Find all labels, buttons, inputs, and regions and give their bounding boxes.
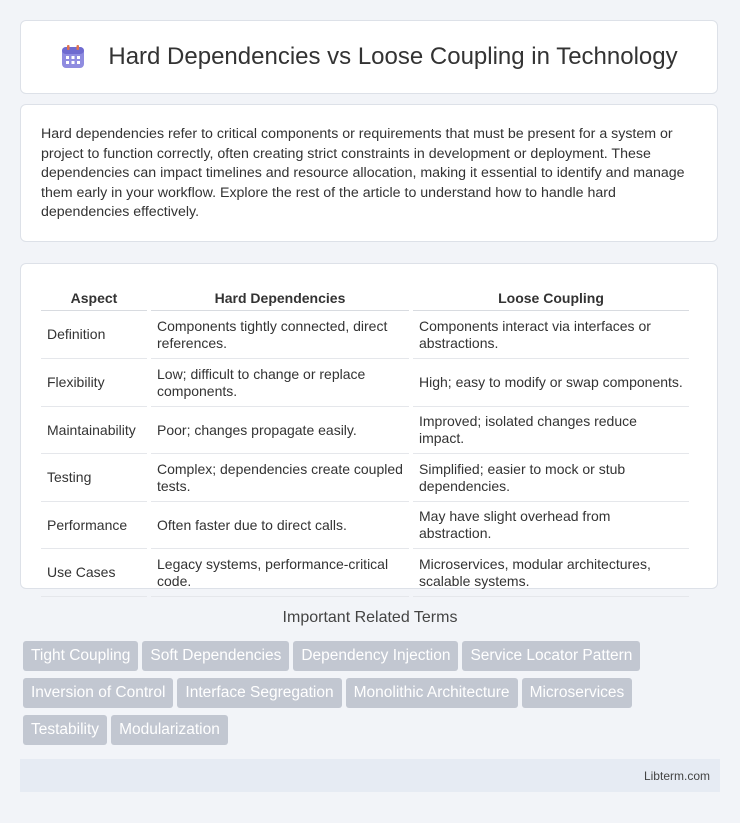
cell-aspect: Maintainability	[41, 407, 147, 454]
cell-hard: Often faster due to direct calls.	[151, 502, 409, 549]
table-row	[41, 311, 689, 359]
header-loose-coupling: Loose Coupling	[413, 284, 689, 311]
cell-aspect: Use Cases	[41, 549, 147, 597]
cell-loose: Components interact via interfaces or abstractions.	[413, 311, 689, 359]
related-term-tag[interactable]: Inversion of Control	[23, 678, 173, 708]
cell-aspect: Flexibility	[41, 359, 147, 407]
table-header-row	[41, 284, 689, 311]
related-term-tag[interactable]: Microservices	[522, 678, 633, 708]
footer	[20, 759, 720, 792]
related-term-tag[interactable]: Testability	[23, 715, 107, 745]
cell-hard: Legacy systems, performance-critical code.	[151, 549, 409, 597]
cell-hard: Complex; dependencies create coupled tests.	[151, 454, 409, 502]
table-row	[41, 454, 689, 502]
cell-hard: Low; difficult to change or replace components.	[151, 359, 409, 407]
table-row	[41, 359, 689, 407]
calendar-grid-icon	[60, 44, 86, 70]
cell-loose: Simplified; easier to mock or stub dependencies.	[413, 454, 689, 502]
related-term-tag[interactable]: Interface Segregation	[177, 678, 341, 708]
cell-aspect: Definition	[41, 311, 147, 359]
table-row	[41, 549, 689, 597]
table-row	[41, 502, 689, 549]
related-term-tag[interactable]: Tight Coupling	[23, 641, 138, 671]
related-term-tag[interactable]: Dependency Injection	[293, 641, 458, 671]
related-terms-heading: Important Related Terms	[282, 609, 458, 626]
related-term-tag[interactable]: Soft Dependencies	[142, 641, 289, 671]
related-term-tag[interactable]: Modularization	[111, 715, 228, 745]
header-hard-dependencies: Hard Dependencies	[151, 284, 409, 311]
comparison-table	[37, 284, 693, 597]
cell-loose: May have slight overhead from abstraction.	[413, 502, 689, 549]
cell-hard: Poor; changes propagate easily.	[151, 407, 409, 454]
intro-paragraph: Hard dependencies refer to critical components or requirements that must be present for a system or project to function correctly, often creating strict constraints in development or deployment. These dependencies can impact timelines and resource allocation, making it essential to identify and manage them early in your workflow. Explore the rest of the article to understand how to handle hard dependencies effectively.	[41, 126, 685, 221]
table-row	[41, 407, 689, 454]
related-term-tag[interactable]: Monolithic Architecture	[346, 678, 518, 708]
cell-loose: Microservices, modular architectures, scalable systems.	[413, 549, 689, 597]
title-card	[20, 20, 718, 94]
cell-aspect: Performance	[41, 502, 147, 549]
cell-aspect: Testing	[41, 454, 147, 502]
comparison-table-card	[20, 263, 718, 589]
cell-loose: Improved; isolated changes reduce impact.	[413, 407, 689, 454]
page-title: Hard Dependencies vs Loose Coupling in Technology	[108, 43, 678, 70]
related-term-tag[interactable]: Service Locator Pattern	[462, 641, 640, 671]
cell-loose: High; easy to modify or swap components.	[413, 359, 689, 407]
related-terms-list	[23, 641, 723, 752]
intro-card	[20, 104, 718, 242]
footer-site-link[interactable]: Libterm.com	[643, 768, 710, 783]
header-aspect: Aspect	[41, 284, 147, 311]
cell-hard: Components tightly connected, direct references.	[151, 311, 409, 359]
